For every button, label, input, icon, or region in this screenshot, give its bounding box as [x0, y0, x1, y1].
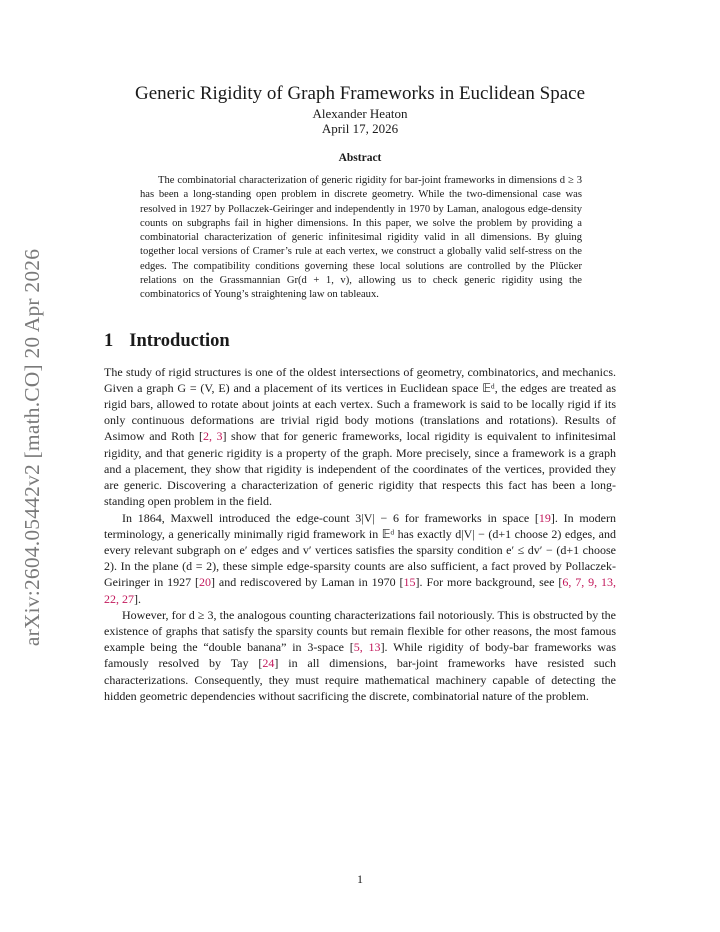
author-name: Alexander Heaton: [312, 106, 408, 121]
paragraph-text: ] and rediscovered by Laman in 1970 [: [211, 575, 404, 590]
paragraph-3: [104, 607, 616, 704]
paragraph-text: ] show that for generic frameworks, local rigidity is equivalent to infinitesimal rigidity, and that generic rigidity is a property of the graph. More precisely, since a framework is a graph and a placement, they show that rigidity is independent of the coordinates of the vertices, provided they are generic. Discovering a characterization of generic rigidity that respects this fact has been a long-standing open problem in the field.: [104, 429, 616, 509]
section-number: 1: [104, 330, 114, 351]
paper-title: Generic Rigidity of Graph Frameworks in Euclidean Space: [134, 83, 586, 104]
citation-link[interactable]: 6, 7, 9, 13, 22, 27: [104, 575, 616, 606]
paragraph-text: In 1864, Maxwell introduced the edge-count 3|V| − 6 for frameworks in space [: [122, 510, 539, 525]
paper-date: April 17, 2026: [321, 121, 399, 136]
paragraph-2: [104, 510, 616, 607]
citation-link[interactable]: 19: [538, 510, 551, 525]
citation-link[interactable]: 20: [199, 575, 211, 590]
section-heading: [104, 331, 616, 352]
arxiv-sidebar: [10, 232, 56, 662]
section-title: Introduction: [129, 330, 230, 351]
abstract-heading: Abstract: [338, 152, 382, 164]
abstract-text: The combinatorial characterization of generic rigidity for bar-joint frameworks in dimensions d ≥ 3 has been a long-standing open problem in discrete geometry. While the two-dimensional case was resolved in 1927 by Pollaczek-Geiringer and independently in 1970 by Laman, analogous edge-density counts on subgraphs fail in higher dimensions. In this paper, we solve the problem by providing a combinatorial characterization of generic infinitesimal rigidity valid in all dimensions. By gluing together local versions of Cramer’s rule at each vertex, we construct a globally valid self-stress on the edges. The compatibility conditions governing these local solutions are controlled by the Plücker relations on the Grassmannian Gr(d + 1, v), allowing us to check generic rigidity using the combinatorics of Young’s straightening law on tableaux.: [140, 175, 582, 301]
citation-link[interactable]: 5, 13: [353, 640, 381, 655]
paragraph-text: However, for d ≥ 3, the analogous counting characterizations fail notoriously. This is obstructed by the existence of graphs that satisfy the sparsity counts but remain flexible for other reasons, the most famous example being the “double banana” in 3-space [: [104, 607, 616, 655]
citation-link[interactable]: 2, 3: [202, 429, 223, 444]
paragraph-text: ]. In modern terminology, a generically minimally rigid framework in 𝔼ᵈ has exactly d|V| − (d+1 choose 2) edges, and every relevant subgraph on e′ edges and v′ vertices satisfies the sparsity condition e′ ≤ dv′ − (d+1 choose 2). In the plane (d = 2), these simple edge-sparsity counts are also sufficient, a fact proved by Pollaczek-Geiringer in 1927 [: [104, 510, 616, 590]
paragraph-1: [104, 364, 616, 510]
paragraph-text: The study of rigid structures is one of the oldest intersections of geometry, combinatorics, and mechanics. Given a graph G = (V, E) and a placement of its vertices in Euclidean space 𝔼ᵈ, the edges are treated as rigid bars, allowed to rotate about joints at each vertex. Such a framework is said to be locally rigid if its only continuous deformations are trivial rigid body motions (translations and rotations). Results of Asimow and Roth [: [104, 364, 616, 444]
citation-link[interactable]: 15: [403, 575, 416, 590]
page-number: 1: [357, 872, 363, 886]
arxiv-identifier: arXiv:2604.05442v2 [math.CO] 20 Apr 2026: [20, 248, 45, 646]
paragraph-text: ] in all dimensions, bar-joint frameworks have resisted such characterizations. Consequently, they must require mathematical machinery capable of detecting the hidden geometric dependencies without sacrificing the discrete, combinatorial nature of the problem.: [104, 656, 616, 703]
paragraph-text: ]. While rigidity of body-bar frameworks was famously resolved by Tay [: [104, 640, 617, 671]
paper-page: [104, 82, 616, 704]
citation-link[interactable]: 24: [262, 656, 275, 671]
paragraph-text: ]. For more background, see [: [415, 575, 563, 590]
paragraph-text: ].: [134, 591, 141, 606]
